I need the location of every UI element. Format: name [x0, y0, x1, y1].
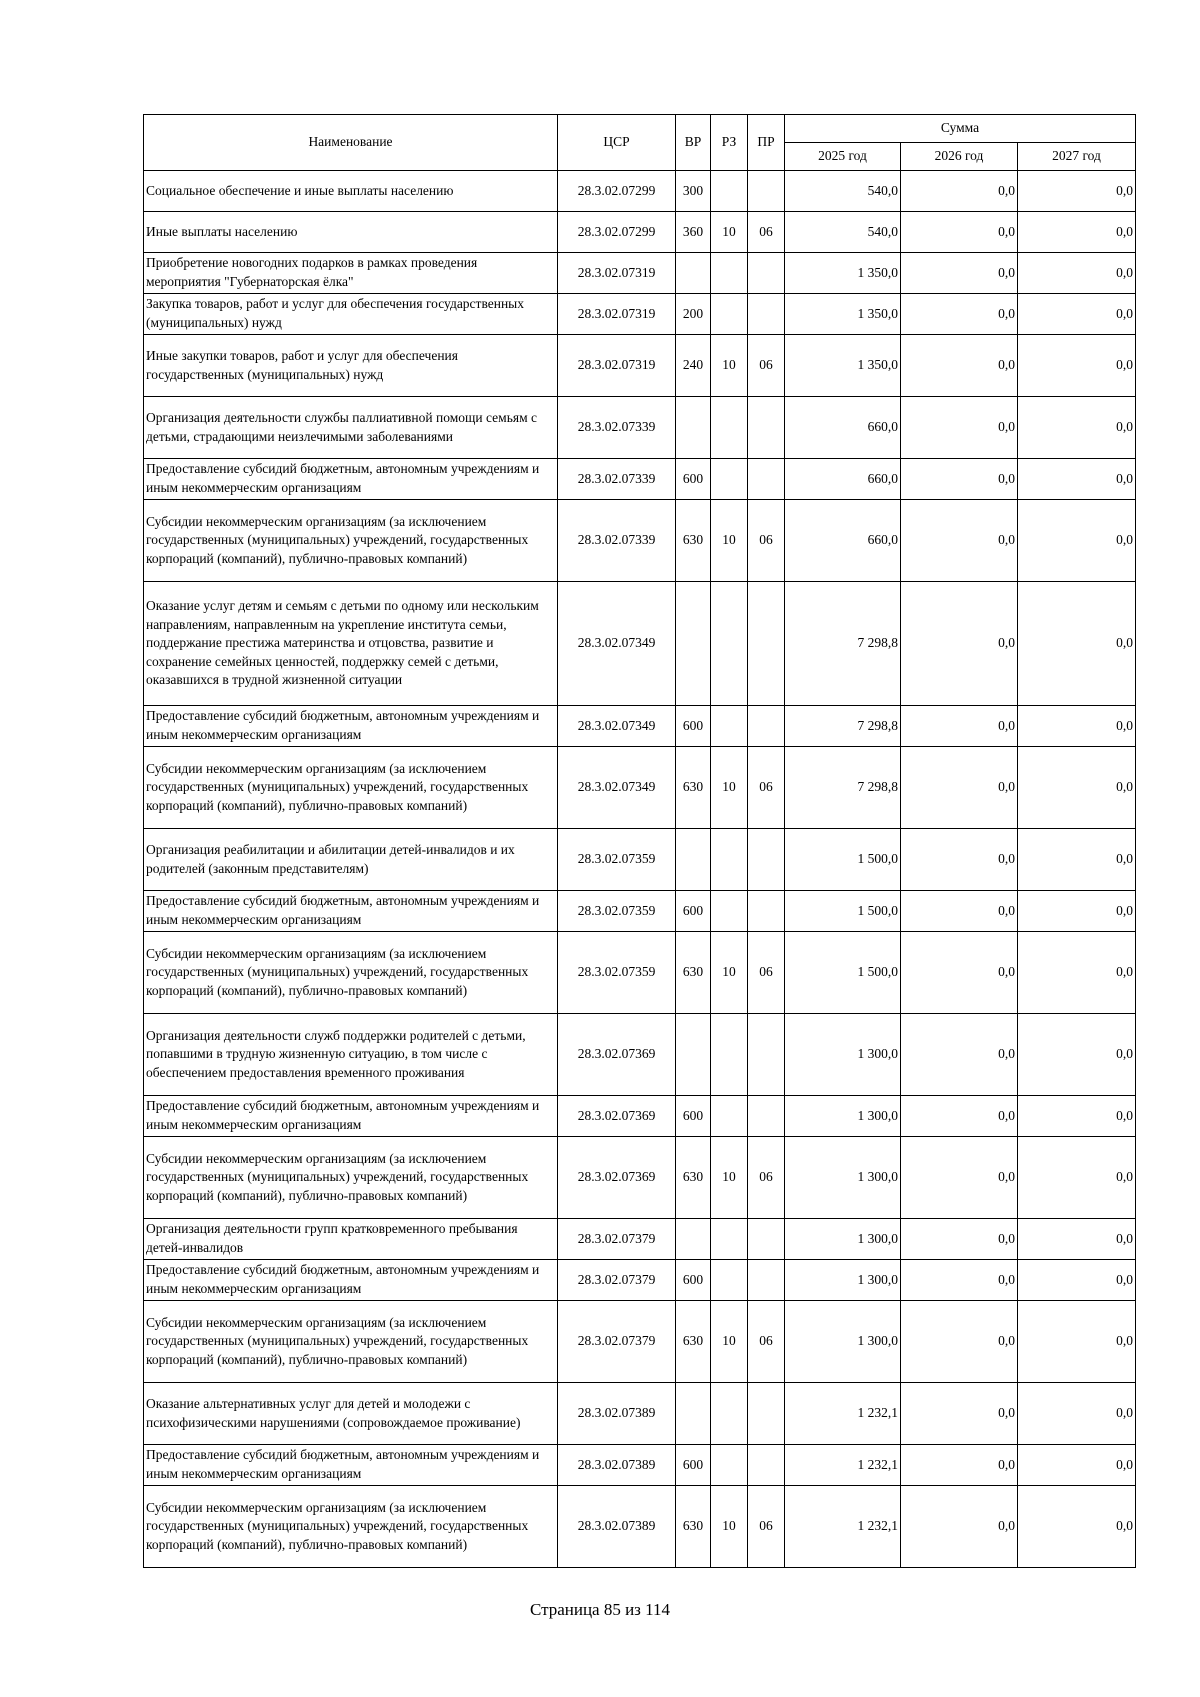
- row-vr: [676, 1383, 711, 1445]
- row-csr: 28.3.02.07379: [558, 1260, 676, 1301]
- row-name: Субсидии некоммерческим организациям (за исключением государственных (муниципальных) учреждений, государственных корпораций (компаний), публично-правовых компаний): [144, 1486, 558, 1568]
- row-sum-2026: 0,0: [901, 171, 1018, 212]
- row-sum-2025: 7 298,8: [785, 582, 901, 706]
- row-vr: 600: [676, 1260, 711, 1301]
- row-sum-2026: 0,0: [901, 1383, 1018, 1445]
- row-csr: 28.3.02.07339: [558, 500, 676, 582]
- table-row: [144, 1301, 1136, 1383]
- row-vr: 600: [676, 459, 711, 500]
- row-vr: 600: [676, 706, 711, 747]
- row-sum-2025: 540,0: [785, 171, 901, 212]
- row-sum-2025: 1 232,1: [785, 1445, 901, 1486]
- row-name: Субсидии некоммерческим организациям (за исключением государственных (муниципальных) учреждений, государственных корпораций (компаний), публично-правовых компаний): [144, 932, 558, 1014]
- row-sum-2026: 0,0: [901, 1096, 1018, 1137]
- row-rz: 10: [711, 932, 748, 1014]
- table-header: [144, 115, 1136, 171]
- table-row: [144, 459, 1136, 500]
- table-row: [144, 397, 1136, 459]
- row-vr: 600: [676, 1096, 711, 1137]
- header-2027: 2027 год: [1018, 143, 1136, 171]
- header-2025: 2025 год: [785, 143, 901, 171]
- row-rz: 10: [711, 1301, 748, 1383]
- row-sum-2026: 0,0: [901, 1486, 1018, 1568]
- row-csr: 28.3.02.07339: [558, 459, 676, 500]
- row-pr: 06: [748, 1301, 785, 1383]
- row-rz: [711, 171, 748, 212]
- table-row: [144, 1260, 1136, 1301]
- row-name: Субсидии некоммерческим организациям (за исключением государственных (муниципальных) учреждений, государственных корпораций (компаний), публично-правовых компаний): [144, 1301, 558, 1383]
- row-rz: [711, 294, 748, 335]
- row-csr: 28.3.02.07369: [558, 1096, 676, 1137]
- row-rz: [711, 459, 748, 500]
- row-rz: [711, 253, 748, 294]
- table-row: [144, 294, 1136, 335]
- row-pr: 06: [748, 335, 785, 397]
- row-rz: 10: [711, 212, 748, 253]
- row-pr: 06: [748, 1137, 785, 1219]
- page-number: Страница 85 из 114: [529, 1600, 671, 1619]
- row-vr: [676, 1219, 711, 1260]
- row-sum-2027: 0,0: [1018, 212, 1136, 253]
- row-pr: [748, 706, 785, 747]
- row-name: Предоставление субсидий бюджетным, автономным учреждениям и иным некоммерческим организациям: [144, 891, 558, 932]
- row-name: Субсидии некоммерческим организациям (за исключением государственных (муниципальных) учреждений, государственных корпораций (компаний), публично-правовых компаний): [144, 500, 558, 582]
- table-row: [144, 1137, 1136, 1219]
- table-row: [144, 1096, 1136, 1137]
- row-sum-2025: 660,0: [785, 500, 901, 582]
- row-sum-2026: 0,0: [901, 397, 1018, 459]
- row-pr: 06: [748, 932, 785, 1014]
- row-rz: [711, 829, 748, 891]
- row-sum-2027: 0,0: [1018, 1301, 1136, 1383]
- header-name: Наименование: [144, 115, 558, 171]
- row-sum-2026: 0,0: [901, 335, 1018, 397]
- row-vr: 240: [676, 335, 711, 397]
- header-vr: ВР: [676, 115, 711, 171]
- row-pr: 06: [748, 212, 785, 253]
- row-name: Иные выплаты населению: [144, 212, 558, 253]
- row-csr: 28.3.02.07369: [558, 1014, 676, 1096]
- row-rz: [711, 1014, 748, 1096]
- row-sum-2026: 0,0: [901, 1445, 1018, 1486]
- table-row: [144, 500, 1136, 582]
- row-csr: 28.3.02.07379: [558, 1301, 676, 1383]
- row-name: Закупка товаров, работ и услуг для обеспечения государственных (муниципальных) нужд: [144, 294, 558, 335]
- row-sum-2027: 0,0: [1018, 1014, 1136, 1096]
- row-vr: 200: [676, 294, 711, 335]
- table-row: [144, 706, 1136, 747]
- row-pr: 06: [748, 500, 785, 582]
- row-sum-2027: 0,0: [1018, 829, 1136, 891]
- row-csr: 28.3.02.07349: [558, 706, 676, 747]
- row-rz: [711, 1096, 748, 1137]
- row-pr: [748, 1014, 785, 1096]
- row-csr: 28.3.02.07299: [558, 171, 676, 212]
- row-sum-2026: 0,0: [901, 829, 1018, 891]
- row-pr: [748, 294, 785, 335]
- row-pr: [748, 171, 785, 212]
- row-pr: [748, 1096, 785, 1137]
- row-sum-2025: 1 350,0: [785, 335, 901, 397]
- row-name: Предоставление субсидий бюджетным, автономным учреждениям и иным некоммерческим организациям: [144, 1096, 558, 1137]
- row-sum-2025: 1 300,0: [785, 1219, 901, 1260]
- row-pr: [748, 1219, 785, 1260]
- row-sum-2025: 1 232,1: [785, 1383, 901, 1445]
- row-csr: 28.3.02.07319: [558, 294, 676, 335]
- row-sum-2027: 0,0: [1018, 335, 1136, 397]
- row-name: Оказание альтернативных услуг для детей и молодежи с психофизическими нарушениями (сопровождаемое проживание): [144, 1383, 558, 1445]
- row-vr: 600: [676, 891, 711, 932]
- row-sum-2027: 0,0: [1018, 706, 1136, 747]
- row-sum-2027: 0,0: [1018, 171, 1136, 212]
- row-pr: [748, 1445, 785, 1486]
- row-sum-2026: 0,0: [901, 1014, 1018, 1096]
- row-csr: 28.3.02.07339: [558, 397, 676, 459]
- row-csr: 28.3.02.07389: [558, 1383, 676, 1445]
- row-sum-2025: 540,0: [785, 212, 901, 253]
- row-name: Социальное обеспечение и иные выплаты населению: [144, 171, 558, 212]
- row-vr: 630: [676, 1137, 711, 1219]
- row-pr: 06: [748, 1486, 785, 1568]
- header-rz: РЗ: [711, 115, 748, 171]
- row-sum-2027: 0,0: [1018, 582, 1136, 706]
- row-sum-2025: 1 300,0: [785, 1096, 901, 1137]
- row-sum-2027: 0,0: [1018, 891, 1136, 932]
- row-sum-2027: 0,0: [1018, 747, 1136, 829]
- row-sum-2026: 0,0: [901, 500, 1018, 582]
- row-name: Оказание услуг детям и семьям с детьми по одному или нескольким направлениям, направленным на укрепление института семьи, поддержание престижа материнства и отцовства, развитие и сохранение семейных ценностей, поддержку семей с детьми, оказавшихся в трудной жизненной ситуации: [144, 582, 558, 706]
- table-row: [144, 1383, 1136, 1445]
- row-pr: [748, 582, 785, 706]
- row-vr: 630: [676, 932, 711, 1014]
- row-sum-2025: 7 298,8: [785, 706, 901, 747]
- row-sum-2026: 0,0: [901, 1219, 1018, 1260]
- row-sum-2025: 1 300,0: [785, 1301, 901, 1383]
- row-sum-2025: 1 350,0: [785, 253, 901, 294]
- row-name: Субсидии некоммерческим организациям (за исключением государственных (муниципальных) учреждений, государственных корпораций (компаний), публично-правовых компаний): [144, 1137, 558, 1219]
- row-rz: 10: [711, 1137, 748, 1219]
- row-sum-2026: 0,0: [901, 932, 1018, 1014]
- row-rz: 10: [711, 747, 748, 829]
- header-csr: ЦСР: [558, 115, 676, 171]
- row-vr: [676, 253, 711, 294]
- table-row: [144, 891, 1136, 932]
- table-row: [144, 1486, 1136, 1568]
- row-sum-2027: 0,0: [1018, 932, 1136, 1014]
- row-sum-2026: 0,0: [901, 747, 1018, 829]
- row-vr: 600: [676, 1445, 711, 1486]
- row-vr: 630: [676, 500, 711, 582]
- row-csr: 28.3.02.07349: [558, 747, 676, 829]
- row-sum-2025: 1 500,0: [785, 891, 901, 932]
- row-sum-2025: 7 298,8: [785, 747, 901, 829]
- row-sum-2026: 0,0: [901, 582, 1018, 706]
- row-name: Организация деятельности службы паллиативной помощи семьям с детьми, страдающими неизлечимыми заболеваниями: [144, 397, 558, 459]
- row-vr: 300: [676, 171, 711, 212]
- row-pr: 06: [748, 747, 785, 829]
- row-sum-2025: 1 350,0: [785, 294, 901, 335]
- row-sum-2026: 0,0: [901, 1301, 1018, 1383]
- row-sum-2027: 0,0: [1018, 1445, 1136, 1486]
- row-csr: 28.3.02.07389: [558, 1445, 676, 1486]
- row-name: Субсидии некоммерческим организациям (за исключением государственных (муниципальных) учреждений, государственных корпораций (компаний), публично-правовых компаний): [144, 747, 558, 829]
- row-rz: [711, 706, 748, 747]
- row-name: Иные закупки товаров, работ и услуг для обеспечения государственных (муниципальных) нужд: [144, 335, 558, 397]
- row-csr: 28.3.02.07319: [558, 253, 676, 294]
- row-sum-2027: 0,0: [1018, 1486, 1136, 1568]
- row-pr: [748, 891, 785, 932]
- row-sum-2027: 0,0: [1018, 1137, 1136, 1219]
- row-pr: [748, 1260, 785, 1301]
- row-pr: [748, 397, 785, 459]
- row-rz: [711, 1383, 748, 1445]
- row-vr: 360: [676, 212, 711, 253]
- row-vr: 630: [676, 747, 711, 829]
- row-sum-2025: 1 300,0: [785, 1137, 901, 1219]
- row-vr: [676, 1014, 711, 1096]
- table-row: [144, 582, 1136, 706]
- row-sum-2026: 0,0: [901, 253, 1018, 294]
- row-sum-2025: 1 300,0: [785, 1014, 901, 1096]
- budget-table: [143, 114, 1136, 1568]
- row-sum-2027: 0,0: [1018, 1260, 1136, 1301]
- row-vr: 630: [676, 1486, 711, 1568]
- row-sum-2027: 0,0: [1018, 1219, 1136, 1260]
- row-sum-2027: 0,0: [1018, 500, 1136, 582]
- row-name: Предоставление субсидий бюджетным, автономным учреждениям и иным некоммерческим организациям: [144, 1445, 558, 1486]
- table-row: [144, 171, 1136, 212]
- row-sum-2026: 0,0: [901, 891, 1018, 932]
- row-sum-2027: 0,0: [1018, 397, 1136, 459]
- table-row: [144, 212, 1136, 253]
- row-pr: [748, 1383, 785, 1445]
- row-csr: 28.3.02.07359: [558, 891, 676, 932]
- row-sum-2026: 0,0: [901, 294, 1018, 335]
- row-rz: [711, 582, 748, 706]
- row-sum-2026: 0,0: [901, 1137, 1018, 1219]
- row-vr: 630: [676, 1301, 711, 1383]
- row-vr: [676, 582, 711, 706]
- table-row: [144, 253, 1136, 294]
- row-name: Предоставление субсидий бюджетным, автономным учреждениям и иным некоммерческим организациям: [144, 706, 558, 747]
- table-row: [144, 747, 1136, 829]
- row-pr: [748, 253, 785, 294]
- row-sum-2027: 0,0: [1018, 294, 1136, 335]
- row-vr: [676, 829, 711, 891]
- row-sum-2025: 1 232,1: [785, 1486, 901, 1568]
- row-sum-2025: 1 500,0: [785, 932, 901, 1014]
- row-sum-2025: 660,0: [785, 397, 901, 459]
- row-csr: 28.3.02.07349: [558, 582, 676, 706]
- row-sum-2027: 0,0: [1018, 1096, 1136, 1137]
- row-csr: 28.3.02.07319: [558, 335, 676, 397]
- row-vr: [676, 397, 711, 459]
- row-sum-2025: 1 500,0: [785, 829, 901, 891]
- row-sum-2027: 0,0: [1018, 253, 1136, 294]
- table-row: [144, 829, 1136, 891]
- row-sum-2026: 0,0: [901, 459, 1018, 500]
- table-row: [144, 1014, 1136, 1096]
- row-sum-2027: 0,0: [1018, 1383, 1136, 1445]
- row-sum-2026: 0,0: [901, 1260, 1018, 1301]
- row-name: Предоставление субсидий бюджетным, автономным учреждениям и иным некоммерческим организациям: [144, 1260, 558, 1301]
- row-pr: [748, 829, 785, 891]
- header-sum: Сумма: [785, 115, 1136, 143]
- header-2026: 2026 год: [901, 143, 1018, 171]
- row-rz: [711, 1260, 748, 1301]
- row-sum-2026: 0,0: [901, 212, 1018, 253]
- row-rz: [711, 1219, 748, 1260]
- table-row: [144, 1445, 1136, 1486]
- row-pr: [748, 459, 785, 500]
- row-csr: 28.3.02.07359: [558, 829, 676, 891]
- header-pr: ПР: [748, 115, 785, 171]
- table-row: [144, 1219, 1136, 1260]
- row-rz: [711, 891, 748, 932]
- table-row: [144, 335, 1136, 397]
- row-rz: 10: [711, 335, 748, 397]
- row-name: Предоставление субсидий бюджетным, автономным учреждениям и иным некоммерческим организациям: [144, 459, 558, 500]
- row-rz: 10: [711, 1486, 748, 1568]
- row-name: Организация деятельности служб поддержки родителей с детьми, попавшими в трудную жизненную ситуацию, в том числе с обеспечением предоставления временного проживания: [144, 1014, 558, 1096]
- row-name: Организация деятельности групп кратковременного пребывания детей-инвалидов: [144, 1219, 558, 1260]
- row-csr: 28.3.02.07379: [558, 1219, 676, 1260]
- row-sum-2025: 1 300,0: [785, 1260, 901, 1301]
- row-name: Приобретение новогодних подарков в рамках проведения мероприятия "Губернаторская ёлка": [144, 253, 558, 294]
- row-sum-2026: 0,0: [901, 706, 1018, 747]
- table-row: [144, 932, 1136, 1014]
- table-body: [144, 171, 1136, 1568]
- row-name: Организация реабилитации и абилитации детей-инвалидов и их родителей (законным представителям): [144, 829, 558, 891]
- row-sum-2027: 0,0: [1018, 459, 1136, 500]
- row-sum-2025: 660,0: [785, 459, 901, 500]
- row-rz: [711, 397, 748, 459]
- row-rz: 10: [711, 500, 748, 582]
- row-rz: [711, 1445, 748, 1486]
- row-csr: 28.3.02.07389: [558, 1486, 676, 1568]
- row-csr: 28.3.02.07369: [558, 1137, 676, 1219]
- row-csr: 28.3.02.07299: [558, 212, 676, 253]
- row-csr: 28.3.02.07359: [558, 932, 676, 1014]
